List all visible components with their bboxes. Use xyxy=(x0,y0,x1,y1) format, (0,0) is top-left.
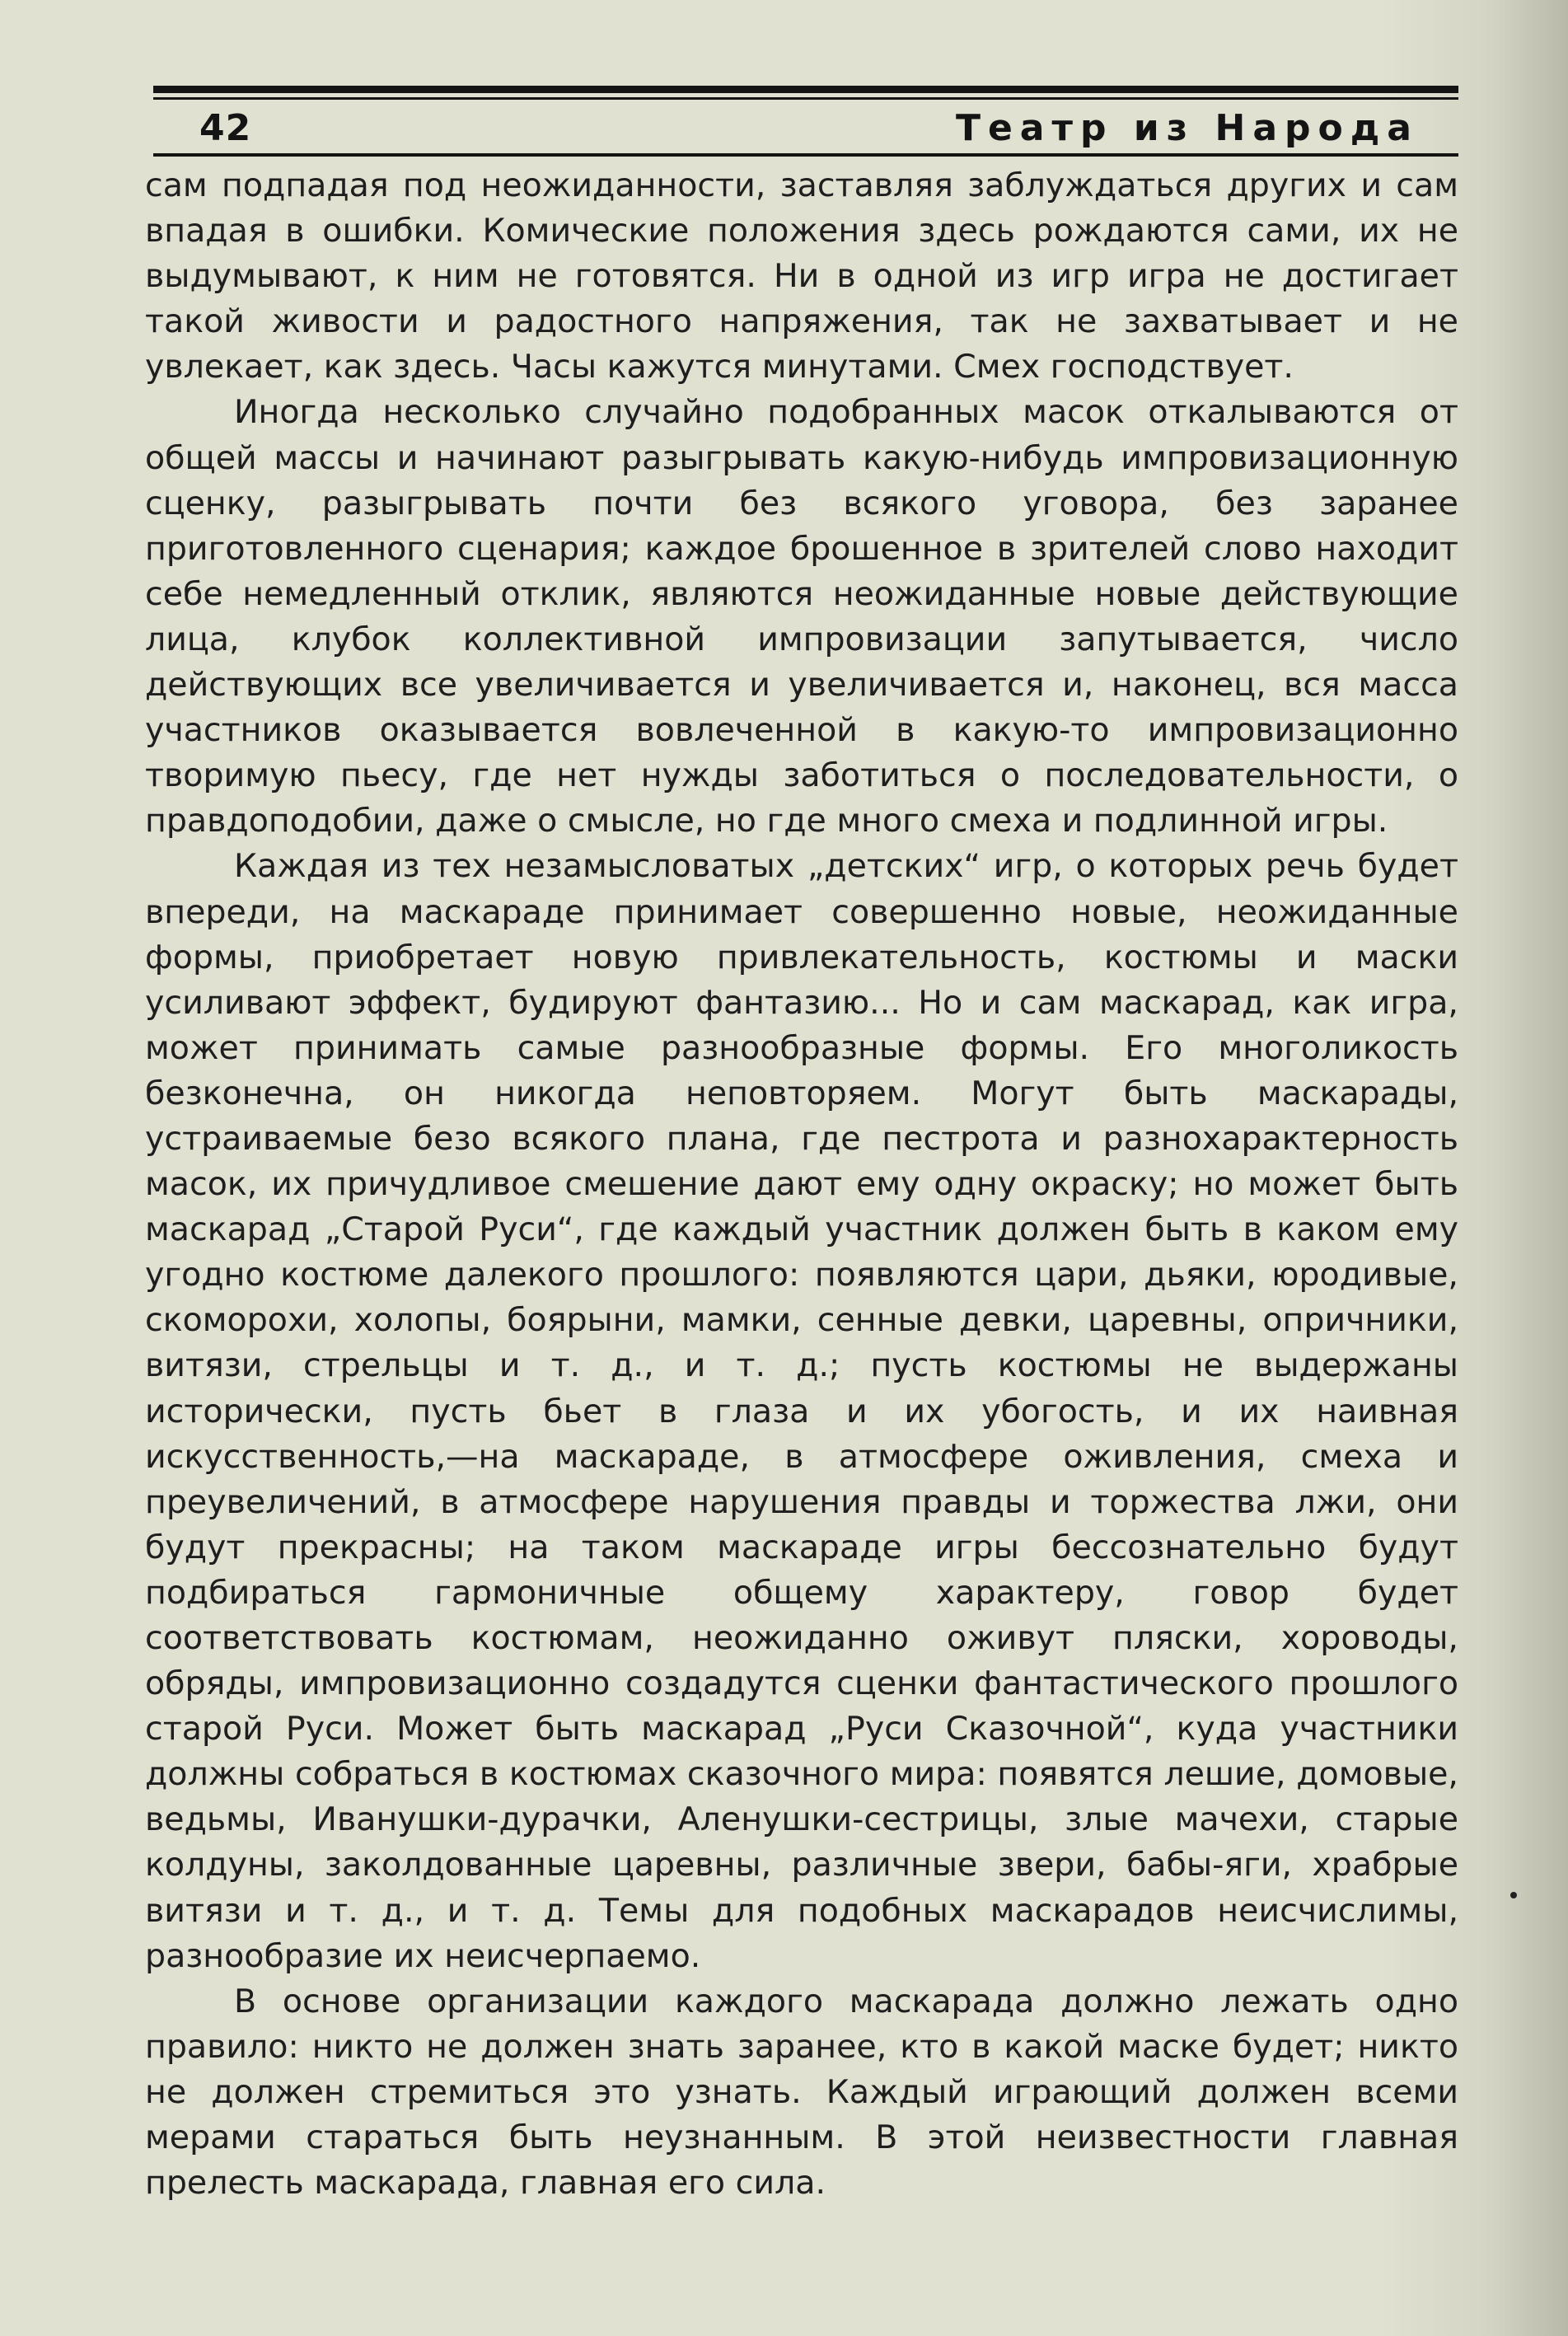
paragraph: Каждая из тех незамысловатых „детских“ игр, о которых речь будет впереди, на маскараде принимает совершенно новые, неожиданные формы, приобретает новую привлекательность, костюмы и маски усиливают эффект, будируют фантазию... Но и сам маскарад, как игра, может принимать самые разнообразные формы. Его многоликость безконечна, он никогда неповторяем. Могут быть маскарады, устраиваемые безо всякого плана, где пестрота и разнохарактерность масок, их причудливое смешение дают ему одну окраску; но может быть маскарад „Старой Руси“, где каждый участник должен быть в каком ему угодно костюме далекого прошлого: появляются цари, дьяки, юродивые, скоморохи, холопы, боярыни, мамки, сенные девки, царевны, опричники, витязи, стрельцы и т. д., и т. д.; пусть костюмы не выдержаны исторически, пусть бьет в глаза и их убогость, и их наивная искусственность,—на маскараде, в атмосфере оживления, смеха и преувеличений, в атмосфере нарушения правды и торжества лжи, они будут прекрасны; на таком маскараде игры бессознательно будут подбираться гармоничные общему характеру, говор будет соответствовать костюмам, неожиданно оживут пляски, хороводы, обряды, импровизационно создадутся сценки фантастического прошлого старой Руси. Может быть маскарад „Руси Сказочной“, куда участники должны собраться в костюмах сказочного мира: появятся лешие, домовые, ведьмы, Иванушки-дурачки, Аленушки-сестрицы, злые мачехи, старые колдуны, заколдованные царевны, различные звери, бабы-яги, храбрые витязи и т. д., и т. д. Темы для подобных маскарадов неисчислимы, разнообразие их неисчерпаемо. xyxy=(145,847,1458,1975)
header-rule-bottom xyxy=(153,153,1458,157)
page-header xyxy=(153,101,1458,153)
ink-speck xyxy=(1510,1892,1517,1898)
paragraph-continuation: сам подпадая под неожиданности, заставляя заблуждаться других и сам впадая в ошибки. Комические положения здесь рождаются сами, их не выдумывают, к ним не готовятся. Ни в одной из игр игра не достигает такой живости и радостного напряжения, так не захватывает и не увлекает, как здесь. Часы кажутся минутами. Смех господствует. xyxy=(145,166,1458,386)
body-text xyxy=(145,163,1458,2206)
header-rule-top-thin xyxy=(153,97,1458,100)
page-number: 42 xyxy=(199,107,252,149)
header-rule-top xyxy=(153,86,1458,93)
paragraph: Иногда несколько случайно подобранных масок откалываются от общей массы и начинают разыгрывать какую-нибудь импровизационную сценку, разыгрывать почти без всякого уговора, без заранее приготовленного сценария; каждое брошенное в зрителей слово находит себе немедленный отклик, являются неожиданные новые действующие лица, клубок коллективной импровизации запутывается, число действующих все увеличивается и увеличивается и, наконец, вся масса участников оказывается вовлеченной в какую-то импровизационно творимую пьесу, где нет нужды заботиться о последовательности, о правдоподобии, даже о смысле, но где много смеха и подлинной игры. xyxy=(145,393,1458,840)
paragraph: В основе организации каждого маскарада должно лежать одно правило: никто не должен знать заранее, кто в какой маске будет; никто не должен стремиться это узнать. Каждый играющий должен всеми мерами стараться быть неузнанным. В этой неизвестности главная прелесть маскарада, главная его сила. xyxy=(145,1982,1458,2203)
running-title: Театр из Народа xyxy=(955,107,1419,149)
